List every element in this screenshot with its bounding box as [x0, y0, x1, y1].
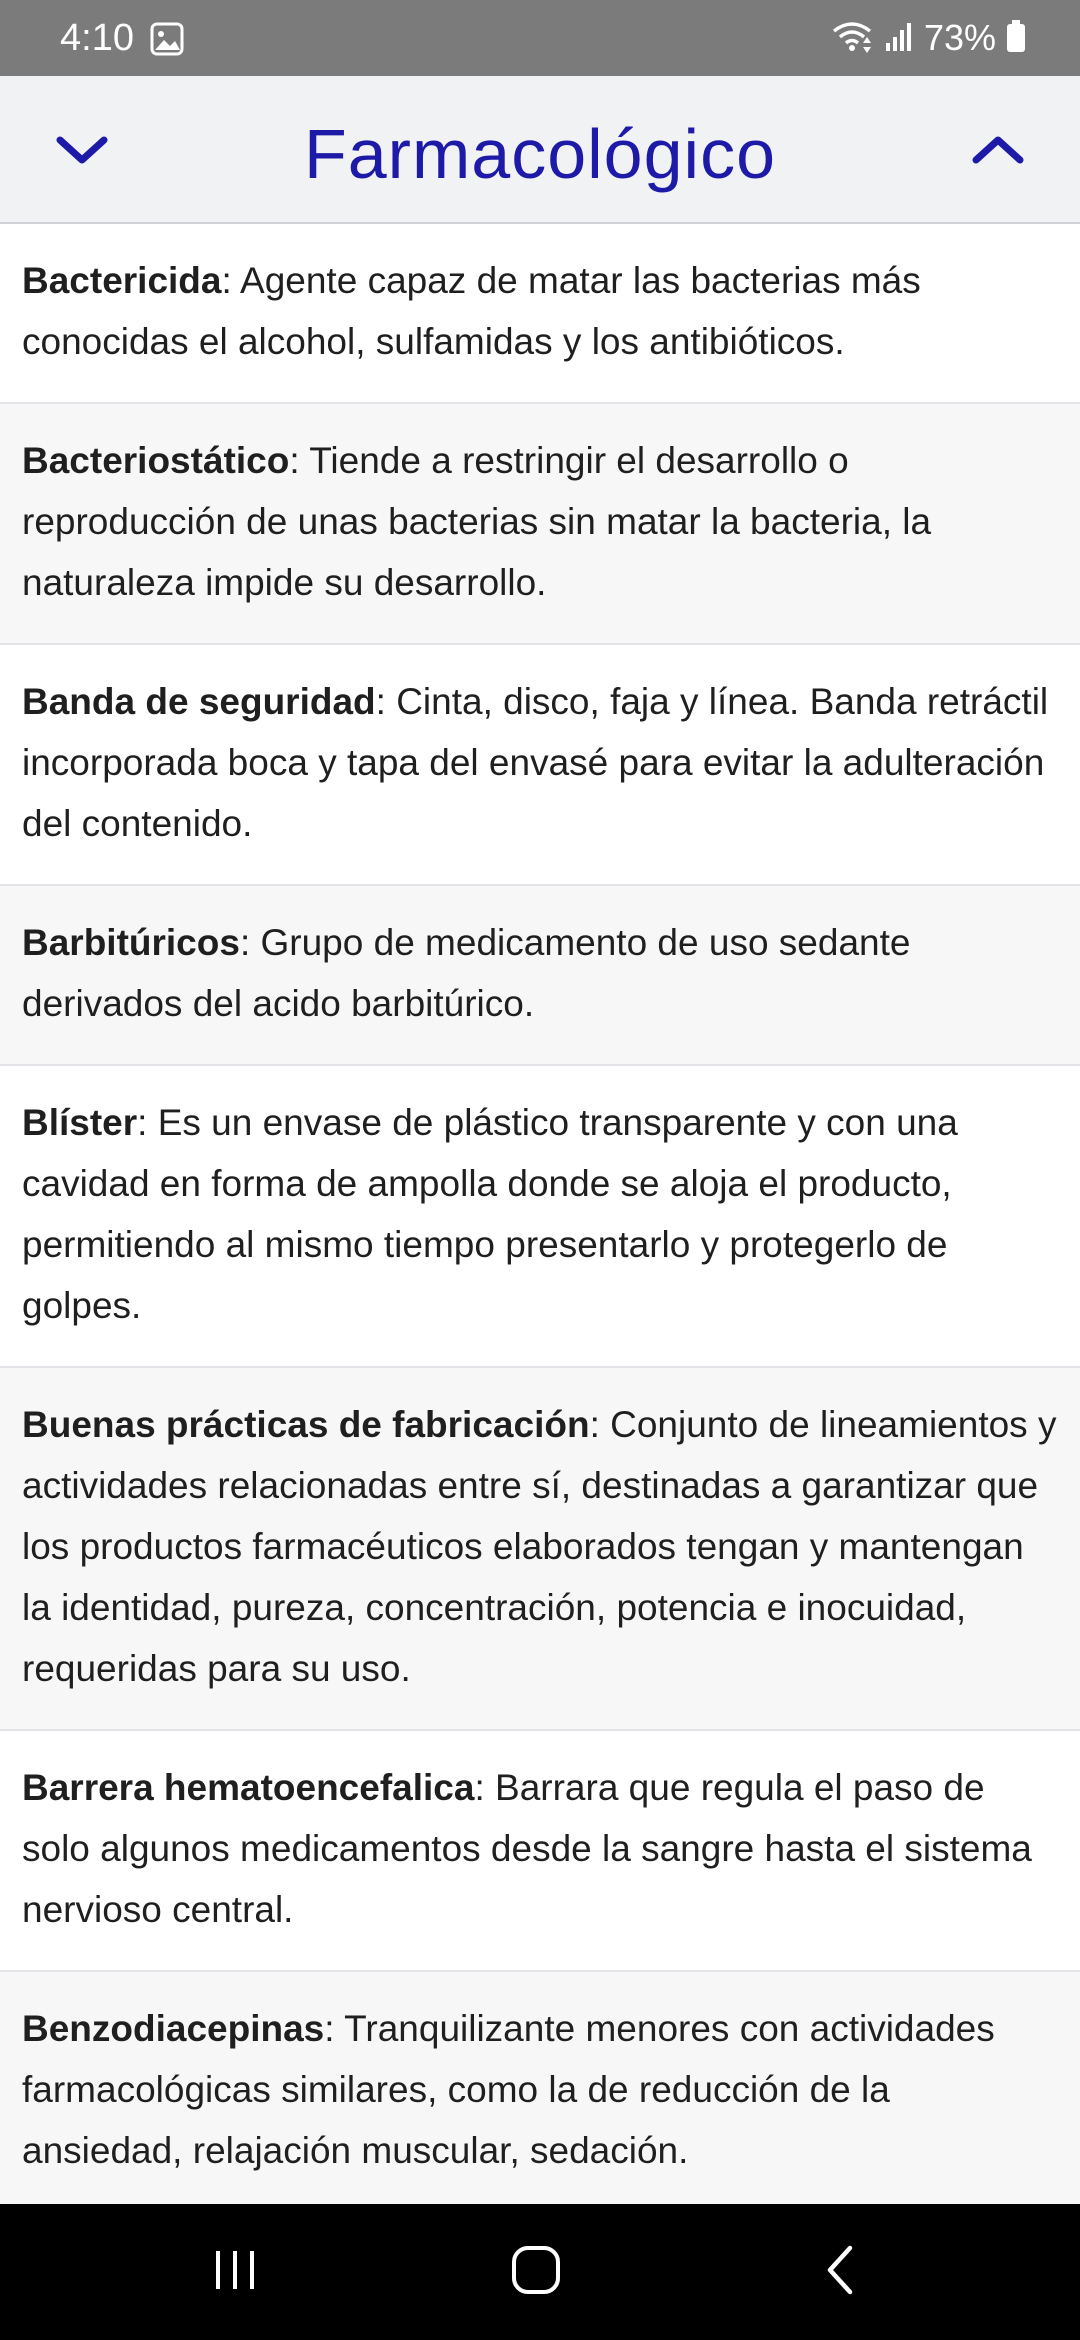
list-item[interactable]: [0, 404, 1080, 645]
status-time: 4:10: [60, 17, 134, 59]
entry-definition: : Tranquilizante menores con actividades farmacológicas similares, como la de reducción de la ansiedad, relajación muscular, sedación.: [22, 2008, 995, 2171]
battery-icon: [1006, 19, 1026, 58]
chevron-up-button[interactable]: [958, 120, 1038, 184]
gallery-icon: [150, 22, 184, 56]
status-indicators: [830, 16, 1026, 60]
list-item[interactable]: [0, 1368, 1080, 1731]
entry-term: Barrera hematoencefalica: [22, 1767, 475, 1808]
signal-icon: [884, 19, 914, 58]
back-icon: [820, 2244, 860, 2301]
recents-icon: [210, 2247, 260, 2298]
list-item[interactable]: [0, 645, 1080, 886]
entry-definition: : Tiende a restringir el desarrollo o reproducción de unas bacterias sin matar la bacteria, la naturaleza impide su desarrollo.: [22, 440, 932, 603]
page-title: Farmacológico: [303, 115, 777, 193]
glossary-list[interactable]: [0, 224, 1080, 2204]
home-button[interactable]: [481, 2232, 591, 2312]
back-button[interactable]: [785, 2232, 895, 2312]
entry-definition: : Grupo de medicamento de uso sedante derivados del acido barbitúrico.: [22, 922, 911, 1024]
battery-percent: 73%: [923, 17, 996, 58]
entry-term: Buenas prácticas de fabricación: [22, 1404, 590, 1445]
entry-term: Benzodiacepinas: [22, 2008, 325, 2049]
header-bar: [0, 76, 1080, 224]
entry-term: Bactericida: [22, 260, 222, 301]
entry-term: Blíster: [22, 1102, 138, 1143]
wifi-icon: [830, 19, 874, 58]
entry-definition: : Es un envase de plástico transparente y con una cavidad en forma de ampolla donde se aloja el producto, permitiendo al mismo tiempo presentarlo y protegerlo de golpes.: [22, 1102, 958, 1326]
list-item[interactable]: [0, 1731, 1080, 1972]
list-item[interactable]: [0, 886, 1080, 1066]
entry-term: Bacteriostático: [22, 440, 290, 481]
entry-definition: : Barrara que regula el paso de solo algunos medicamentos desde la sangre hasta el sistema nervioso central.: [22, 1767, 1032, 1930]
chevron-up-icon: [970, 132, 1026, 173]
entry-definition: : Conjunto de lineamientos y actividades relacionadas entre sí, destinadas a garantizar que los productos farmacéuticos elaborados tengan y mantengan la identidad, pureza, concentración, potencia e inocuidad, requeridas para su uso.: [22, 1404, 1057, 1689]
status-bar: [0, 0, 1080, 76]
system-nav-bar: [0, 2204, 1080, 2340]
entry-term: Barbitúricos: [22, 922, 240, 963]
entry-term: Banda de seguridad: [22, 681, 376, 722]
entry-definition: : Cinta, disco, faja y línea. Banda retráctil incorporada boca y tapa del envasé para evitar la adulteración del contenido.: [22, 681, 1049, 844]
recents-button[interactable]: [180, 2232, 290, 2312]
list-item[interactable]: [0, 224, 1080, 404]
home-icon: [510, 2244, 562, 2301]
list-item[interactable]: [0, 1972, 1080, 2204]
list-item[interactable]: [0, 1066, 1080, 1368]
entry-definition: : Agente capaz de matar las bacterias más conocidas el alcohol, sulfamidas y los antibióticos.: [22, 260, 921, 362]
